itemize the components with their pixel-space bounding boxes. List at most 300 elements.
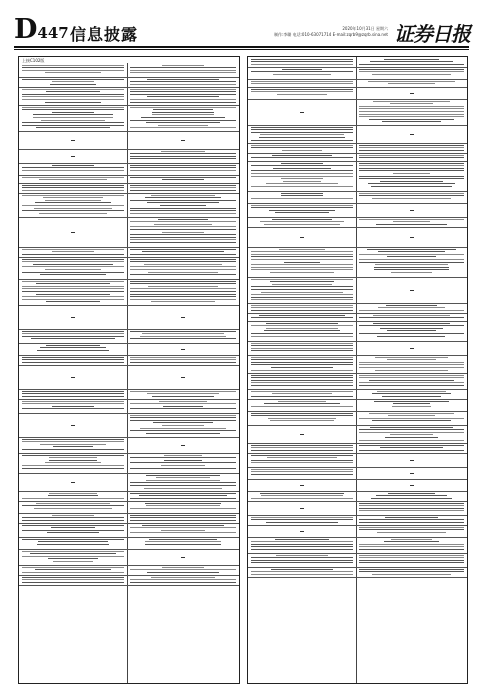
text-line: [359, 557, 464, 558]
text-line: [359, 510, 464, 511]
text-line: [390, 434, 434, 435]
text-line: [251, 186, 353, 187]
text-line: [251, 170, 353, 171]
text-line: [147, 572, 220, 573]
newspaper-logo: 证券日报: [394, 22, 470, 46]
text-line: [33, 117, 113, 118]
text-line: [162, 179, 203, 180]
text-line: [144, 488, 222, 489]
text-line: [130, 254, 236, 255]
text-line: [359, 445, 464, 446]
text-line: [251, 377, 353, 378]
text-line: [22, 579, 124, 580]
text-line: [372, 420, 452, 421]
text-line: [359, 571, 464, 572]
table-row: [19, 257, 239, 280]
empty-cell-dash: [71, 425, 75, 426]
text-line: [281, 178, 323, 179]
text-line: [251, 132, 353, 133]
table-row: [248, 411, 467, 426]
text-line: [130, 249, 236, 250]
table-row: [248, 355, 467, 374]
text-line: [359, 450, 464, 451]
text-line: [37, 350, 109, 351]
table-row: [19, 63, 239, 78]
text-line: [22, 259, 124, 260]
text-line: [259, 137, 344, 138]
empty-cell-dash: [410, 93, 414, 94]
text-line: [251, 571, 353, 572]
table-row: [248, 537, 467, 554]
text-line: [359, 150, 464, 151]
text-line: [130, 391, 236, 392]
text-line: [146, 475, 221, 476]
text-line: [153, 422, 213, 423]
text-line: [152, 396, 214, 397]
text-line: [359, 364, 464, 365]
text-line: [283, 181, 322, 182]
text-line: [282, 69, 321, 70]
text-line: [145, 544, 221, 545]
text-line: [251, 391, 353, 392]
text-line: [251, 450, 353, 451]
text-line: [130, 296, 236, 297]
text-line: [22, 408, 124, 409]
text-line: [251, 145, 353, 146]
text-line: [370, 427, 453, 428]
text-line: [145, 541, 220, 542]
text-line: [22, 449, 124, 450]
text-line: [377, 391, 446, 392]
text-line: [22, 167, 124, 168]
table-row: [19, 437, 239, 454]
text-line: [251, 289, 353, 290]
text-line: [251, 498, 353, 499]
date-contact-line: [274, 26, 388, 38]
text-line: [51, 527, 96, 528]
text-line: [53, 561, 94, 562]
text-line: [369, 413, 455, 414]
text-line: [388, 83, 434, 84]
text-line: [49, 493, 96, 494]
text-line: [385, 437, 439, 438]
text-line: [22, 403, 124, 404]
text-line: [273, 74, 331, 75]
text-line: [162, 425, 204, 426]
text-line: [359, 429, 464, 430]
text-line: [130, 170, 236, 171]
text-line: [267, 457, 336, 458]
text-line: [251, 544, 353, 545]
text-line: [251, 140, 353, 141]
text-line: [359, 544, 464, 545]
text-line: [251, 517, 353, 518]
text-line: [251, 385, 353, 386]
text-line: [22, 122, 124, 123]
text-line: [251, 557, 353, 558]
text-line: [266, 328, 339, 329]
text-line: [22, 261, 124, 262]
table-row: [19, 365, 239, 390]
text-line: [22, 530, 124, 531]
text-line: [251, 359, 353, 360]
text-line: [130, 420, 236, 421]
text-line: [374, 401, 450, 402]
text-line: [359, 170, 464, 171]
text-line: [22, 249, 124, 250]
text-line: [130, 281, 236, 282]
text-line: [52, 251, 93, 252]
text-line: [251, 462, 353, 463]
table-row: [248, 341, 467, 356]
text-line: [41, 120, 105, 121]
empty-cell-dash: [300, 112, 304, 113]
table-row: [248, 321, 467, 342]
text-line: [284, 262, 321, 263]
table-row: [19, 105, 239, 132]
text-line: [130, 508, 236, 509]
text-line: [130, 408, 236, 409]
text-line: [130, 70, 236, 71]
text-line: [22, 266, 124, 267]
text-line: [22, 401, 124, 402]
text-line: [359, 333, 464, 334]
text-line: [22, 190, 124, 191]
text-line: [48, 558, 98, 559]
text-line: [276, 555, 327, 556]
text-line: [52, 112, 94, 113]
empty-cell-dash: [300, 485, 304, 486]
text-line: [22, 331, 124, 332]
text-line: [359, 362, 464, 363]
text-line: [359, 546, 464, 547]
text-line: [251, 546, 353, 547]
text-line: [130, 91, 236, 92]
text-line: [387, 330, 436, 331]
table-row: [248, 373, 467, 390]
text-line: [359, 145, 464, 146]
text-line: [261, 495, 343, 496]
text-line: [359, 259, 464, 260]
text-line: [251, 286, 353, 287]
text-line: [130, 187, 236, 188]
text-line: [151, 577, 215, 578]
text-line: [359, 157, 464, 158]
text-line: [22, 109, 124, 110]
table-row: [19, 399, 239, 414]
empty-cell-dash: [300, 531, 304, 532]
text-line: [270, 272, 333, 273]
date-line: 2020年10月31日 星期六: [342, 26, 388, 31]
text-line: [387, 359, 437, 360]
text-line: [45, 72, 102, 73]
text-line: [38, 541, 107, 542]
empty-cell-dash: [71, 156, 75, 157]
text-line: [130, 430, 236, 431]
text-line: [146, 480, 220, 481]
text-line: [43, 197, 102, 198]
text-line: [33, 264, 114, 265]
text-line: [45, 269, 102, 270]
text-line: [130, 229, 236, 230]
text-line: [146, 505, 219, 506]
text-line: [130, 158, 236, 159]
page-number: D447: [14, 14, 69, 45]
text-line: [382, 121, 441, 122]
text-line: [359, 503, 464, 504]
text-line: [271, 569, 332, 570]
text-line: [45, 462, 101, 463]
text-line: [359, 527, 464, 528]
text-line: [130, 579, 236, 580]
text-line: [22, 170, 124, 171]
text-line: [22, 185, 124, 186]
text-line: [130, 190, 236, 191]
text-line: [161, 530, 206, 531]
text-line: [359, 555, 464, 556]
text-line: [34, 508, 111, 509]
text-line: [22, 393, 124, 394]
continued-label: 上接C102版: [22, 58, 45, 63]
text-line: [147, 79, 220, 80]
text-line: [22, 296, 124, 297]
text-line: [47, 532, 99, 533]
empty-cell-dash: [300, 237, 304, 238]
text-line: [272, 155, 333, 156]
text-line: [130, 177, 236, 178]
text-line: [375, 357, 449, 358]
text-line: [22, 99, 124, 100]
text-line: [22, 551, 124, 552]
text-line: [152, 112, 213, 113]
text-line: [378, 251, 445, 252]
text-line: [251, 382, 353, 383]
text-line: [140, 428, 226, 429]
text-line: [251, 256, 353, 257]
text-line: [261, 292, 343, 293]
text-line: [22, 210, 124, 211]
text-line: [164, 455, 202, 456]
text-line: [359, 219, 464, 220]
page-header: [0, 0, 484, 48]
text-line: [22, 79, 124, 80]
text-line: [251, 59, 353, 60]
text-line: [130, 357, 236, 358]
text-line: [130, 226, 236, 227]
text-line: [130, 153, 236, 154]
text-line: [130, 283, 236, 284]
text-line: [251, 254, 353, 255]
text-line: [385, 517, 438, 518]
text-line: [130, 84, 236, 85]
text-line: [52, 515, 94, 516]
text-line: [251, 91, 353, 92]
text-line: [251, 64, 353, 65]
text-line: [130, 493, 236, 494]
text-line: [382, 396, 440, 397]
text-line: [22, 468, 124, 469]
empty-cell-dash: [300, 508, 304, 509]
table-row: [248, 99, 467, 126]
table-row: [248, 203, 467, 218]
text-line: [130, 239, 236, 240]
text-line: [130, 208, 236, 209]
text-line: [281, 193, 324, 194]
text-line: [251, 325, 353, 326]
text-line: [359, 310, 464, 311]
text-line: [146, 433, 220, 434]
text-line: [359, 168, 464, 169]
text-line: [372, 74, 451, 75]
text-line: [277, 94, 328, 95]
text-line: [251, 396, 353, 397]
text-line: [384, 59, 439, 60]
text-line: [373, 315, 449, 316]
text-line: [144, 264, 223, 265]
text-line: [251, 173, 353, 174]
empty-cell-dash: [71, 377, 75, 378]
text-line: [272, 284, 331, 285]
empty-cell-dash: [410, 210, 414, 211]
empty-cell-dash: [181, 377, 185, 378]
text-line: [251, 333, 353, 334]
text-line: [272, 393, 332, 394]
text-line: [393, 221, 431, 222]
text-line: [45, 200, 102, 201]
text-line: [251, 336, 353, 337]
text-line: [251, 460, 353, 461]
empty-cell-dash: [410, 134, 414, 135]
text-line: [145, 503, 222, 504]
text-line: [251, 279, 353, 280]
text-line: [251, 310, 353, 311]
text-line: [387, 256, 437, 257]
text-line: [148, 286, 218, 287]
text-line: [22, 336, 124, 337]
text-line: [147, 96, 218, 97]
text-line: [266, 522, 338, 523]
text-line: [359, 549, 464, 550]
text-line: [282, 150, 323, 151]
text-line: [264, 403, 339, 404]
empty-cell-dash: [181, 140, 185, 141]
text-line: [130, 582, 236, 583]
text-line: [164, 460, 202, 461]
table-row: [19, 523, 239, 538]
empty-cell-dash: [71, 232, 75, 233]
empty-cell-dash: [300, 434, 304, 435]
empty-cell-dash: [410, 473, 414, 474]
text-line: [130, 165, 236, 166]
text-line: [359, 155, 464, 156]
text-line: [251, 350, 353, 351]
text-line: [251, 364, 353, 365]
text-line: [158, 125, 207, 126]
text-line: [22, 362, 124, 363]
table-row: [248, 125, 467, 144]
text-line: [251, 362, 353, 363]
text-line: [130, 274, 236, 275]
text-line: [130, 261, 236, 262]
text-line: [22, 556, 124, 557]
text-line: [22, 567, 124, 568]
text-line: [31, 338, 116, 339]
text-line: [37, 544, 109, 545]
empty-cell-dash: [410, 348, 414, 349]
text-line: [281, 195, 323, 196]
table-row: [19, 575, 239, 586]
text-line: [22, 89, 124, 90]
text-line: [264, 224, 341, 225]
text-line: [369, 119, 454, 120]
text-line: [373, 323, 450, 324]
text-line: [22, 359, 124, 360]
table-row: [19, 149, 239, 164]
text-line: [162, 65, 203, 66]
table-row: [19, 473, 239, 492]
text-line: [359, 147, 464, 148]
text-line: [39, 179, 107, 180]
text-line: [22, 498, 124, 499]
text-line: [370, 61, 453, 62]
table-row: [248, 227, 467, 248]
text-line: [374, 267, 450, 268]
text-line: [359, 432, 464, 433]
text-line: [140, 336, 226, 337]
text-line: [22, 582, 124, 583]
text-line: [148, 272, 217, 273]
text-line: [251, 61, 353, 62]
text-line: [130, 403, 236, 404]
table-row: [19, 87, 239, 106]
text-line: [147, 393, 220, 394]
text-line: [359, 64, 464, 65]
text-line: [22, 70, 124, 71]
text-line: [359, 178, 464, 179]
table-row: [248, 277, 467, 304]
text-line: [251, 560, 353, 561]
text-line: [48, 495, 99, 496]
text-line: [130, 468, 236, 469]
text-line: [270, 281, 333, 282]
text-line: [130, 517, 236, 518]
text-line: [388, 415, 435, 416]
table-row: [19, 453, 239, 474]
empty-cell-dash: [410, 290, 414, 291]
text-line: [270, 420, 335, 421]
text-line: [22, 572, 124, 573]
text-line: [251, 89, 353, 90]
text-line: [22, 96, 124, 97]
text-line: [375, 370, 448, 371]
section-title: 信息披露: [70, 25, 139, 44]
text-line: [359, 108, 464, 109]
text-line: [251, 348, 353, 349]
header-rule: [14, 46, 469, 48]
text-line: [369, 380, 455, 381]
table-row: [248, 247, 467, 278]
text-line: [22, 539, 124, 540]
table-row: [248, 553, 467, 568]
text-line: [391, 272, 433, 273]
text-line: [130, 520, 236, 521]
text-line: [359, 325, 464, 326]
text-line: [46, 91, 100, 92]
text-line: [359, 165, 464, 166]
text-line: [130, 242, 236, 243]
text-line: [130, 362, 236, 363]
text-line: [130, 89, 236, 90]
